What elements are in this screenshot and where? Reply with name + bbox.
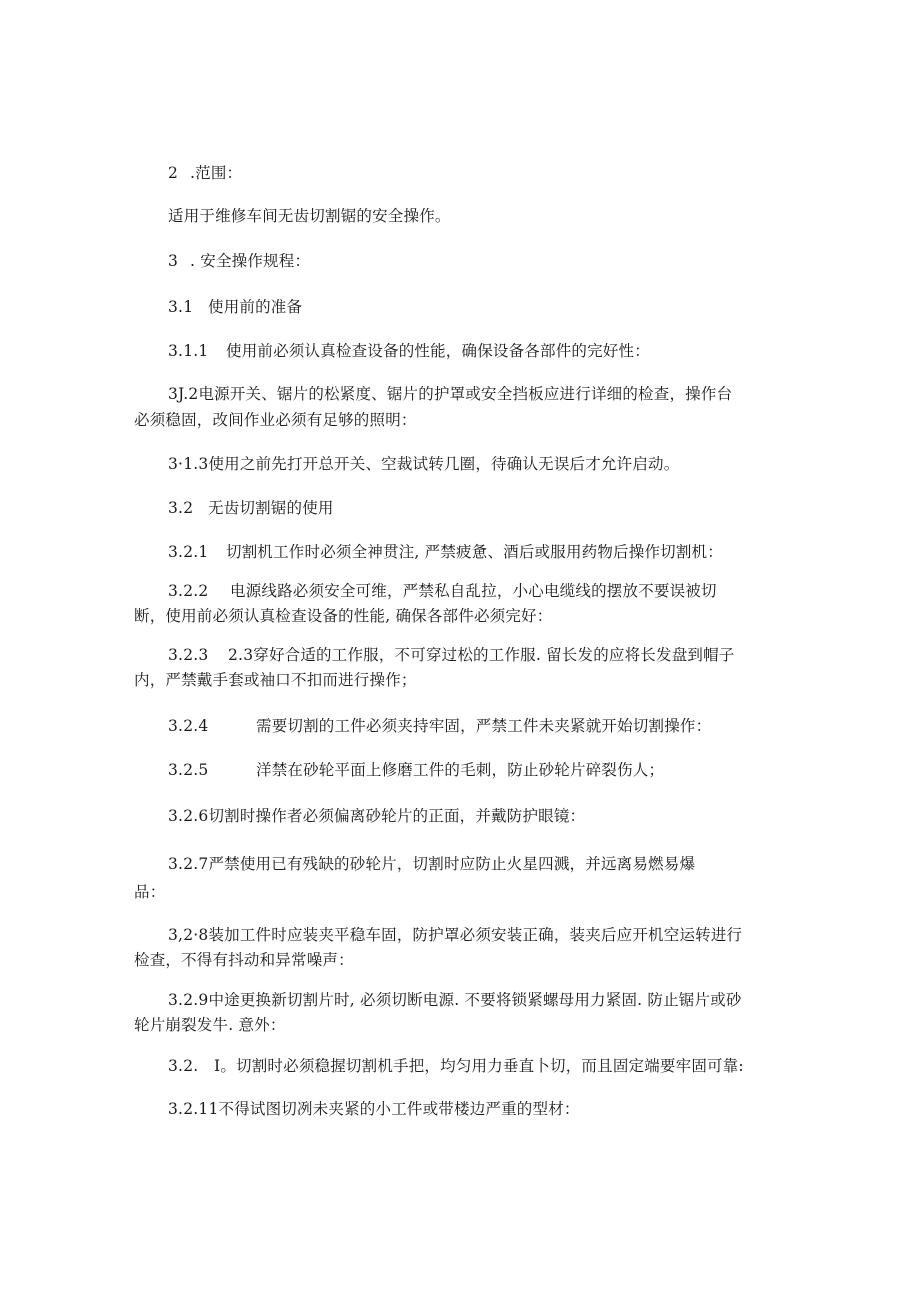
section-number: 2 bbox=[168, 164, 179, 182]
item-text: 洋禁在砂轮平面上修磨工件的毛刺，防止砂轮片碎裂伤人； bbox=[256, 761, 665, 779]
item-number: 3.2.2 bbox=[168, 582, 209, 600]
item-3-2-11: 3.2.11不得试图切冽未夹紧的小工件或带楼边严重的型材： bbox=[168, 1100, 580, 1118]
item-3-2-1 bbox=[168, 542, 723, 562]
section-number: 3.2 bbox=[168, 499, 194, 517]
section-number: 3 bbox=[168, 252, 179, 270]
item-3-2-5 bbox=[168, 760, 664, 780]
item-3-2-2-line-2: 断，使用前必须认真检查设备的性能, 确保各部件必须完好： bbox=[134, 607, 553, 625]
section-title: .范围： bbox=[190, 164, 243, 182]
item-text: I。切割时必须稳握切割机手把，均匀用力垂直卜切，而且固定端要牢固可靠: bbox=[214, 1057, 744, 1075]
item-3-2-8-line-2: 检查，不得有抖动和异常噪声： bbox=[134, 951, 354, 969]
item-3-1-3: 3·1.3使用之前先打开总开关、空裁试转几圈，待确认无误后才允许启动。 bbox=[168, 455, 680, 473]
section-3-heading bbox=[168, 251, 310, 271]
item-text: 切割机工作时必须全神贯注, 严禁疲惫、酒后或服用药物后操作切割机： bbox=[226, 543, 723, 561]
item-3-2-4 bbox=[168, 716, 711, 736]
subsection-3-1-heading bbox=[168, 297, 302, 317]
item-text: 电源线路必须安全可维，严禁私自乱拉，小心电缆线的摆放不要误被切 bbox=[230, 582, 717, 600]
item-3-2-7-line-2: 品： bbox=[134, 883, 166, 901]
item-number: 3.2. bbox=[168, 1057, 199, 1075]
item-3-2-3-line-2: 内，严禁戴手套或袖口不扣而进行操作； bbox=[134, 671, 417, 689]
item-text: 需要切割的工件必须夹持牢固，严禁工件未夹紧就开始切割操作： bbox=[256, 717, 712, 735]
item-number: 3.2.1 bbox=[168, 543, 209, 561]
item-number: 3.1.1 bbox=[168, 342, 209, 360]
item-3-2-8-line-1: 3,2·8装加工件时应装夹平稳车固，防护罩必须安装正确，装夹后应开机空运转进行 bbox=[168, 926, 743, 944]
section-title: 无齿切割锯的使用 bbox=[208, 499, 334, 517]
item-3-2-3-line-1 bbox=[168, 645, 735, 665]
section-title: 使用前的准备 bbox=[208, 298, 303, 316]
item-3-2-9-line-1: 3.2.9中途更换新切割片时, 必须切断电源. 不要将锁紧螺母用力紧固. 防止锯片或砂 bbox=[168, 991, 742, 1009]
section-number: 3.1 bbox=[168, 298, 194, 316]
item-3-2-10 bbox=[168, 1056, 744, 1076]
section-title: . 安全操作规程： bbox=[190, 252, 311, 270]
item-3-2-6: 3.2.6切割时操作者必须偏离砂轮片的正面，并戴防护眼镜： bbox=[168, 807, 586, 825]
subsection-3-2-heading bbox=[168, 498, 334, 518]
item-number: 3.2.5 bbox=[168, 761, 209, 779]
item-3-2-2-line-1 bbox=[168, 581, 717, 601]
item-3-1-2-line-1: 3J.2电源开关、锯片的松紧度、锯片的护罩或安全挡板应进行详细的检查，操作台 bbox=[168, 385, 733, 403]
item-3-1-1 bbox=[168, 341, 650, 361]
item-number: 3.2.3 bbox=[168, 646, 209, 664]
item-3-2-7-line-1: 3.2.7严禁使用已有残缺的砂轮片，切割时应防止火星四溅，并远离易燃易爆 bbox=[168, 855, 696, 873]
item-3-1-2-line-2: 必须稳固，改间作业必须有足够的照明： bbox=[134, 411, 417, 429]
item-3-2-9-line-2: 轮片崩裂发牛. 意外： bbox=[134, 1016, 286, 1034]
item-text: 2.3穿好合适的工作服，不可穿过松的工作服. 留长发的应将长发盘到帽子 bbox=[228, 646, 735, 664]
section-2-body: 适用于维修车间无齿切割锯的安全操作。 bbox=[168, 207, 451, 225]
item-number: 3.2.4 bbox=[168, 717, 209, 735]
section-2-heading bbox=[168, 163, 242, 183]
item-text: 使用前必须认真检查设备的性能，确保设备各部件的完好性： bbox=[226, 342, 650, 360]
